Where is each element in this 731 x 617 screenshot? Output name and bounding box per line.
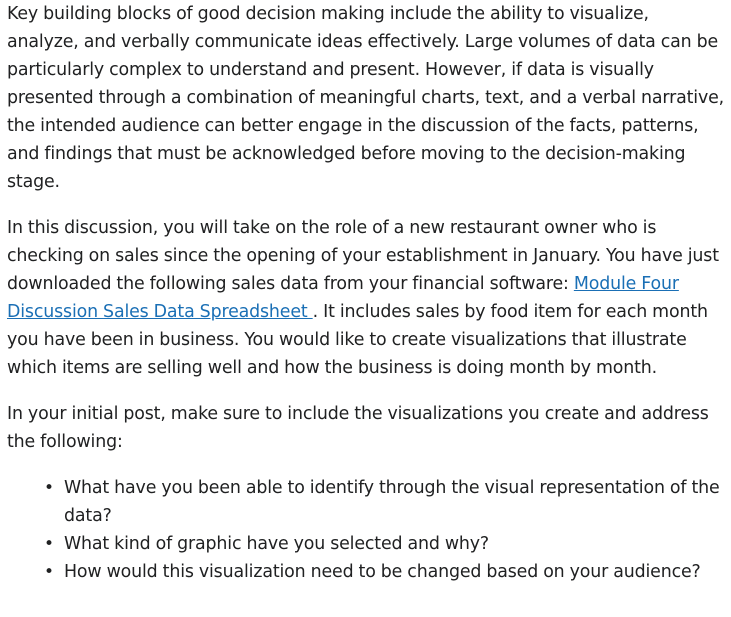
question-text: How would this visualization need to be changed based on your audience? <box>64 562 701 582</box>
bullet-icon: • <box>44 534 54 554</box>
sales-data-spreadsheet-link[interactable]: Module Four Discussion Sales Data Spreadsheet <box>7 274 679 322</box>
list-item <box>44 530 725 558</box>
instructions-paragraph: In your initial post, make sure to include the visualizations you create and address the following: <box>7 404 709 452</box>
discussion-text-before-link: In this discussion, you will take on the role of a new restaurant owner who is checking on sales since the opening of your establishment in January. You have just downloaded the following sales data from your financial software: <box>7 218 719 294</box>
question-text: What have you been able to identify through the visual representation of the data? <box>64 478 720 526</box>
bullet-icon: • <box>44 562 54 582</box>
bullet-icon: • <box>44 478 54 498</box>
discussion-paragraph <box>7 214 725 382</box>
intro-paragraph: Key building blocks of good decision making include the ability to visualize, analyze, and verbally communicate ideas effectively. Large volumes of data can be particularly complex to understand and present. However, if data is visually presented through a combination of meaningful charts, text, and a verbal narrative, the intended audience can better engage in the discussion of the facts, patterns, and findings that must be acknowledged before moving to the decision-making stage. <box>7 4 725 192</box>
questions-list <box>7 474 725 586</box>
list-item <box>44 474 725 530</box>
question-text: What kind of graphic have you selected and why? <box>64 534 490 554</box>
discussion-text-after-link: . It includes sales by food item for each month you have been in business. You would like to create visualizations that illustrate which items are selling well and how the business is doing month by month. <box>7 302 708 378</box>
list-item <box>44 558 725 586</box>
